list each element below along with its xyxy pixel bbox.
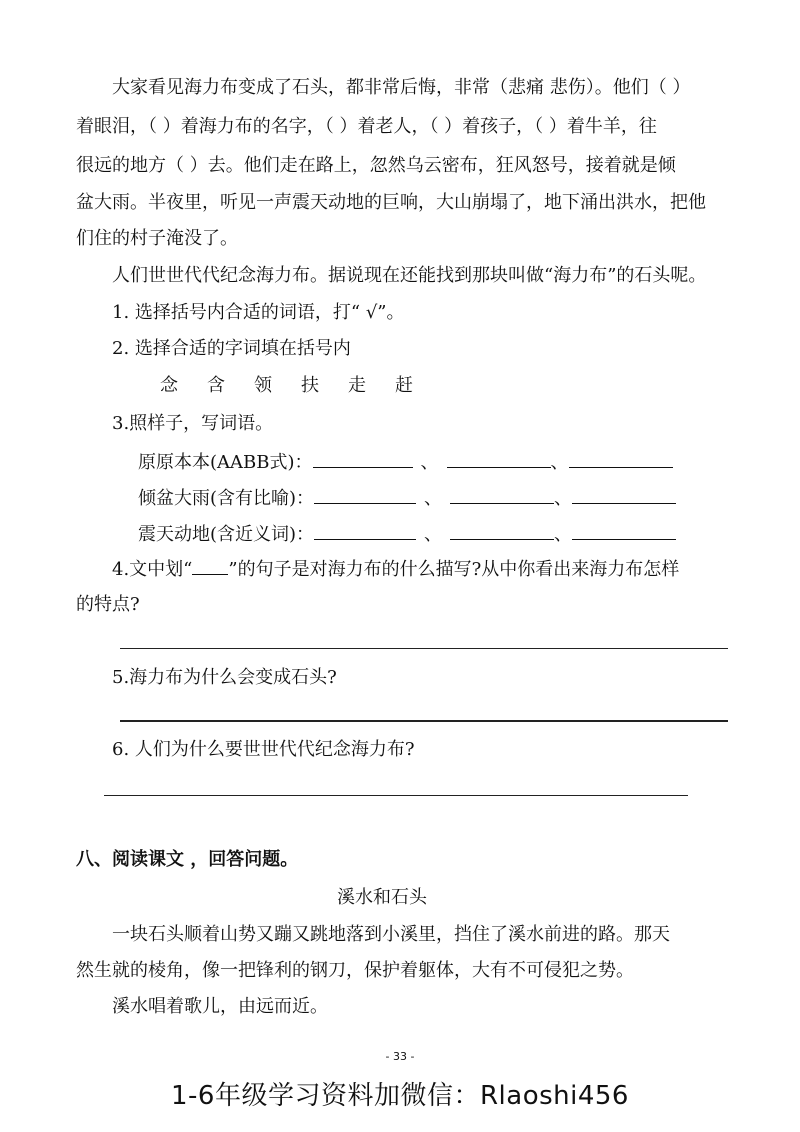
answer-blank[interactable] xyxy=(450,483,554,504)
question-2-char-options xyxy=(160,372,442,400)
story-line-2: 然生就的棱角，像一把锋利的钢刀，保护着躯体，大有不可侵犯之势。 xyxy=(76,960,634,981)
answer-blank[interactable] xyxy=(450,519,554,540)
question-4-text-a: 4.文中划“ xyxy=(112,559,193,580)
answer-line-q4[interactable] xyxy=(120,648,728,649)
footer-banner: 1-6年级学习资料加微信：Rlaoshi456 xyxy=(171,1081,629,1111)
char-option: 念 xyxy=(160,375,178,396)
page-number: - 33 - xyxy=(385,1050,415,1063)
answer-blank[interactable] xyxy=(314,519,416,540)
passage-line-2: 着眼泪，（ ）着海力布的名字，（ ）着老人，（ ）着孩子，（ ）着牛羊，往 xyxy=(76,116,657,137)
q3-row-label: 倾盆大雨(含有比喻)： xyxy=(138,488,315,509)
passage-line-5: 们住的村子淹没了。 xyxy=(76,228,238,249)
question-4-continued: 的特点? xyxy=(76,594,140,615)
answer-blank[interactable] xyxy=(572,483,676,504)
separator: 、 xyxy=(554,488,573,509)
separator: 、 xyxy=(424,488,443,509)
passage-line-6: 人们世世代代纪念海力布。据说现在还能找到那块叫做“海力布”的石头呢。 xyxy=(112,265,707,286)
answer-line-q6[interactable] xyxy=(104,795,688,796)
answer-blank[interactable] xyxy=(569,447,673,468)
separator: 、 xyxy=(554,524,573,545)
answer-blank[interactable] xyxy=(314,483,416,504)
question-6: 6. 人们为什么要世世代代纪念海力布? xyxy=(112,739,415,760)
question-5: 5.海力布为什么会变成石头? xyxy=(112,667,337,688)
separator: 、 xyxy=(550,452,569,473)
question-3: 3.照样子，写词语。 xyxy=(112,413,274,434)
section-heading: 八、阅读课文 ，回答问题。 xyxy=(76,849,299,870)
char-option: 领 xyxy=(254,375,272,396)
answer-line-q5[interactable] xyxy=(120,720,728,722)
char-option: 赶 xyxy=(395,375,413,396)
passage-line-1: 大家看见海力布变成了石头，都非常后悔，非常（悲痛 悲伤）。他们（ ） xyxy=(112,77,691,98)
underline-sample xyxy=(192,554,228,575)
question-4-text-b: ”的句子是对海力布的什么描写?从中你看出来海力布怎样 xyxy=(228,559,680,580)
q3-row-1 xyxy=(138,447,673,477)
separator: 、 xyxy=(424,524,443,545)
char-option: 扶 xyxy=(301,375,319,396)
char-option: 走 xyxy=(348,375,366,396)
passage-line-4: 盆大雨。半夜里，听见一声震天动地的巨响，大山崩塌了，地下涌出洪水，把他 xyxy=(76,192,706,213)
passage-line-3: 很远的地方（ ）去。他们走在路上，忽然乌云密布，狂风怒号，接着就是倾 xyxy=(76,155,676,176)
story-line-3: 溪水唱着歌儿，由远而近。 xyxy=(112,996,328,1017)
q3-row-3 xyxy=(138,519,676,549)
question-2: 2. 选择合适的字词填在括号内 xyxy=(112,338,351,359)
q3-row-2 xyxy=(138,483,676,513)
story-title: 溪水和石头 xyxy=(337,887,427,908)
separator: 、 xyxy=(420,452,439,473)
answer-blank[interactable] xyxy=(572,519,676,540)
q3-row-label: 震天动地(含近义词)： xyxy=(138,524,315,545)
story-line-1: 一块石头顺着山势又蹦又跳地落到小溪里，挡住了溪水前进的路。那天 xyxy=(112,924,670,945)
answer-blank[interactable] xyxy=(447,447,551,468)
char-option: 含 xyxy=(207,375,225,396)
question-4 xyxy=(112,554,679,584)
question-1: 1. 选择括号内合适的词语，打“ √”。 xyxy=(112,302,405,323)
q3-row-label: 原原本本(AABB式)： xyxy=(138,452,313,473)
answer-blank[interactable] xyxy=(313,447,413,468)
